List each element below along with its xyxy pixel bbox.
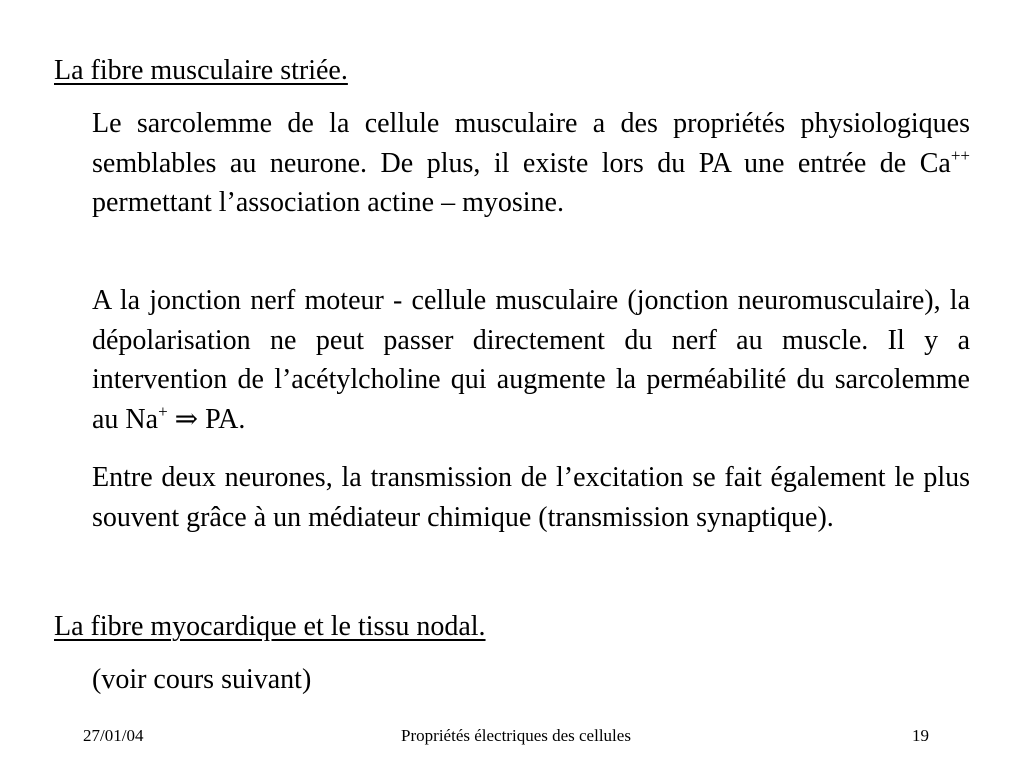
footer-date: 27/01/04 xyxy=(83,726,144,745)
paragraph-neuromuscular-junction xyxy=(92,281,970,439)
paragraph-text: A la jonction nerf moteur - cellule musculaire (jonction neuromusculaire), la dépolarisation ne peut passer directement du nerf au muscle. Il y a intervention de l’acétylcholine qui augmente la perméabilité du sarcolemme au Na xyxy=(92,285,970,435)
paragraph-text: permettant l’association actine – myosine. xyxy=(92,187,564,218)
implies-arrow: ⇒ xyxy=(167,403,206,435)
superscript-charge: + xyxy=(158,401,168,421)
paragraph-see-next-course: (voir cours suivant) xyxy=(92,664,312,695)
paragraph-text: PA. xyxy=(205,403,246,435)
section-heading-striated-fiber: La fibre musculaire striée. xyxy=(54,55,348,86)
footer-title: Propriétés électriques des cellules xyxy=(401,726,631,745)
paragraph-synaptic-transmission: Entre deux neurones, la transmission de l’excitation se fait également le plus souvent grâce à un médiateur chimique (transmission synaptique). xyxy=(92,462,970,533)
section-heading-myocardial-fiber: La fibre myocardique et le tissu nodal. xyxy=(54,611,486,642)
paragraph-sarcolemma xyxy=(92,104,970,223)
superscript-charge: ++ xyxy=(950,145,970,165)
footer-page-number: 19 xyxy=(912,726,929,745)
paragraph-text: Le sarcolemme de la cellule musculaire a des propriétés physiologiques semblables au neurone. De plus, il existe lors du PA une entrée de Ca xyxy=(92,108,970,179)
